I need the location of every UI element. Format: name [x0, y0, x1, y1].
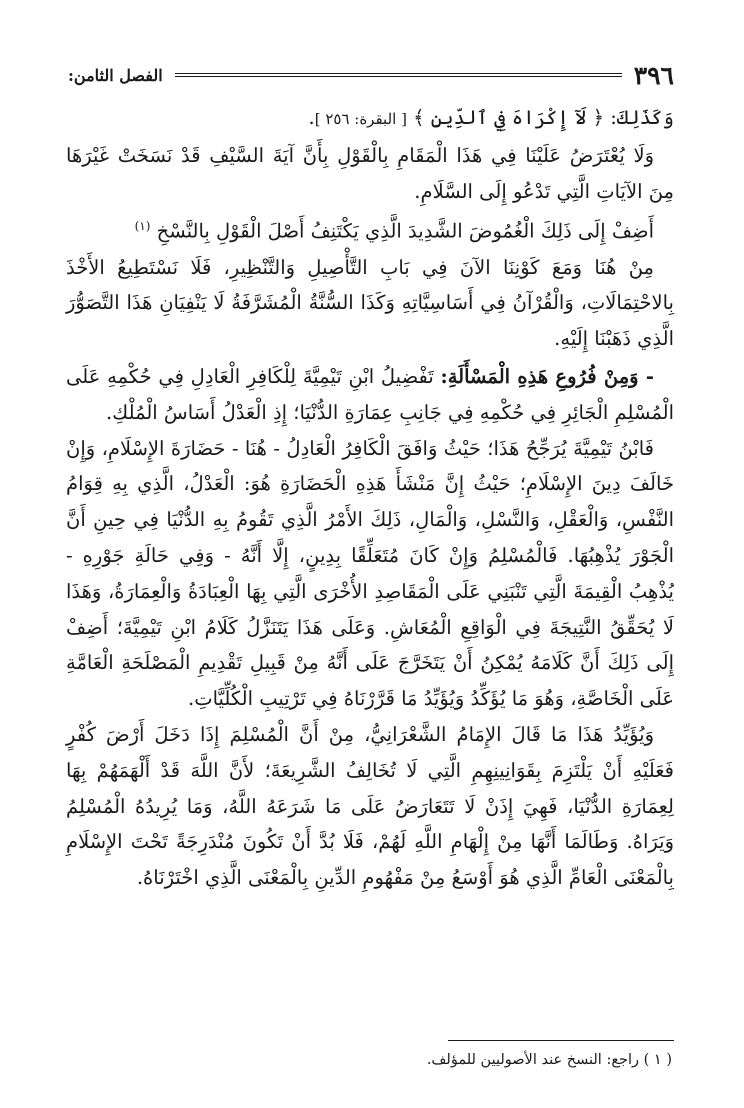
paragraph-tail: .	[308, 106, 315, 129]
paragraph-text: أَضِفْ إِلَى ذَلِكَ الْغُمُوضَ الشَّدِيدَ الَّذِي يَكْتَنِفُ أَصْلَ الْقَوْلِ بِالنَّسْخِ	[156, 219, 654, 243]
header-rule	[175, 73, 622, 77]
paragraph-text: فَابْنُ تَيْمِيَّةَ يُرَجِّحُ هَذَا؛ حَيْثُ وَافَقَ الْكَافِرُ الْعَادِلُ - هُنَا - حَضَارَةَ الإِسْلَامِ، وَإِنْ خَالَفَ دِينَ الإِسْلَامِ؛ حَيْثُ إِنَّ مَنْشَأَ هَذِهِ الْحَضَارَةِ هُوَ: الْعَدْلُ، الَّذِي بِهِ قِوَامُ النَّفْسِ، وَالْعَقْلِ، وَالنَّسْلِ، وَالْمَالِ، ذَلِكَ الأَمْرُ الَّذِي تَقُومُ بِهِ الدُّنْيَا فِي حِينِ أَنَّ الْجَوْرَ يُذْهِبُهَا. فَالْمُسْلِمُ وَإِنْ كَانَ مُتَعَلِّقًا بِدِينٍ، إِلَّا أَنَّهُ - وَفِي حَالَةِ جَوْرِهِ - يُذْهِبُ الْقِيمَةَ الَّتِي تَنْبَنِي عَلَى الْمَقَاصِدِ الأُخْرَى الَّتِي بِهَا الْعِبَادَةُ وَالْعِمَارَةُ، وَهَذَا لَا يُحَقِّقُ النَّتِيجَةَ فِي الْوَاقِعِ الْمُعَاشِ. وَعَلَى هَذَا يَتَنَزَّلُ كَلَامُ ابْنِ تَيْمِيَّةَ؛ أَضِفْ إِلَى ذَلِكَ أَنَّ كَلَامَهُ يُمْكِنُ أَنْ يَتَخَرَّجَ عَلَى أَنَّهُ مِنْ قَبِيلِ تَقْدِيمِ الْمَصْلَحَةِ الْعَامَّةِ عَلَى الْخَاصَّةِ، وَهُوَ مَا يُؤَكِّدُ وَيُؤَيِّدُ مَا قَرَّرْنَاهُ فِي تَرْتِيبِ الْكُلِّيَّاتِ.	[66, 436, 674, 711]
paragraph	[66, 359, 674, 431]
section-lead: - وَمِنْ فُرُوعِ هَذِهِ الْمَسْأَلَةِ:	[440, 365, 654, 389]
page-header	[68, 60, 674, 90]
paragraph-text: وَيُؤَيِّدُ هَذَا مَا قَالَ الإِمَامُ الشَّعْرَانِيُّ، مِنْ أَنَّ الْمُسْلِمَ إِذَا دَخَلَ أَرْضَ كُفْرٍ فَعَلَيْهِ أَنْ يَلْتَزِمَ بِقَوَانِينِهِمِ الَّتِي لَا تُخَالِفُ الشَّرِيعَةَ؛ لأَنَّ اللَّهَ قَدْ أَلْهَمَهُمْ بِهَا لِعِمَارَةِ الدُّنْيَا، فَهِيَ إِذَنْ لَا تَتَعَارَضُ عَلَى مَا شَرَعَهُ اللَّهُ، وَمَا يُرِيدُهُ الْمُسْلِمُ وَيَرَاهُ. وَطَالَمَا أَنَّهَا مِنْ إِلْهَامِ اللَّهِ لَهُمْ، فَلَا بُدَّ أَنْ تَكُونَ مُنْدَرِجَةً تَحْتَ الإِسْلَامِ بِالْمَعْنَى الْعَامِّ الَّذِي هُوَ أَوْسَعُ مِنْ مَفْهُومِ الدِّينِ بِالْمَعْنَى الَّذِي اخْتَرْنَاهُ.	[66, 723, 674, 890]
paragraph	[66, 100, 674, 138]
chapter-title: الفصل الثامن:	[68, 65, 163, 85]
paragraph-text: وَلَا يُعْتَرَضُ عَلَيْنَا فِي هَذَا الْمَقَامِ بِالْقَوْلِ بِأَنَّ آيَةَ السَّيْفِ قَدْ نَسَخَتْ غَيْرَهَا مِنَ الآيَاتِ الَّتِي تَدْعُو إِلَى السَّلَامِ.	[66, 143, 674, 203]
paragraph-text: مِنْ هُنَا وَمَعَ كَوْنِنَا الآنَ فِي بَابِ التَّأْصِيلِ وَالتَّنْظِيرِ، فَلَا نَسْتَطِيعُ الأَخْذَ بِالاحْتِمَالَاتِ، وَالْقُرْآنُ فِي أَسَاسِيَّاتِهِ وَكَذَا السُّنَّةُ الْمُشَرَّفَةُ لَا يَنْفِيَانِ هَذَا التَّصَوُّرَ الَّذِي ذَهَبْنَا إِلَيْهِ.	[66, 255, 674, 351]
paragraph	[66, 431, 674, 717]
page-number: ٣٩٦	[633, 60, 674, 90]
paragraph	[66, 250, 674, 357]
paragraph-text: وَكَذَلِكَ: ﴿ لَآ إِكْرَاهَ فِي ٱلدِّينِ ﴾	[406, 106, 674, 129]
paragraph	[66, 209, 674, 249]
paragraph	[66, 138, 674, 210]
quran-reference: [ البقرة: ٢٥٦ ]	[314, 110, 407, 128]
paragraph	[66, 717, 674, 896]
body-text	[66, 100, 674, 896]
footnote-rule	[448, 1040, 674, 1041]
footnote-marker[interactable]: (١)	[134, 219, 151, 234]
paragraph-text: تَفْضِيلُ ابْنِ تَيْمِيَّةَ لِلْكَافِرِ الْعَادِلِ فِي حُكْمِهِ عَلَى الْمُسْلِمِ الْجَائِرِ فِي حُكْمِهِ فِي جَانِبِ عِمَارَةِ الدُّنْيَا؛ إِذِ الْعَدْلُ أَسَاسُ الْمُلْكِ.	[66, 365, 674, 424]
footnote: ( ١ ) راجع: النسخ عند الأصوليين للمؤلف.	[426, 1052, 672, 1068]
